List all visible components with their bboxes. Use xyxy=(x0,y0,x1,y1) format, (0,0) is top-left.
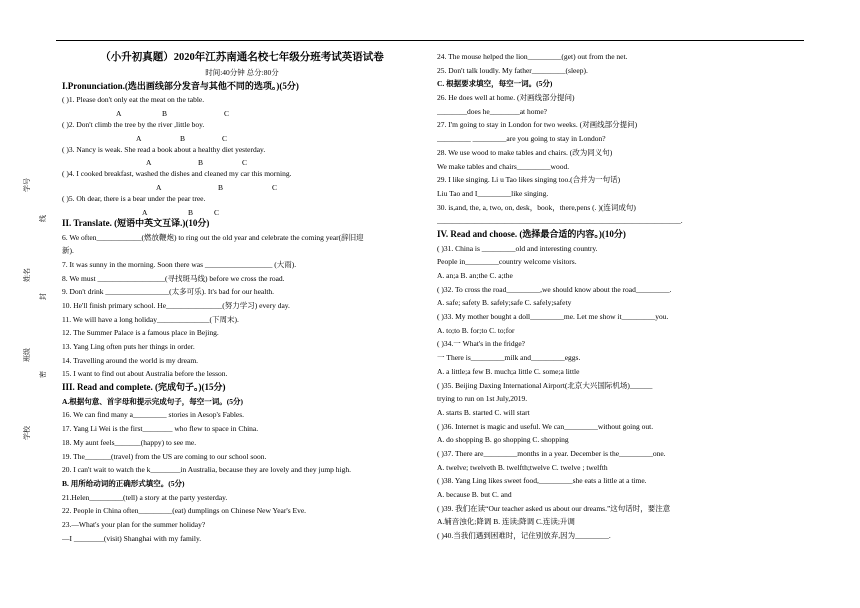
left-column xyxy=(62,50,422,545)
margin-label: 线 xyxy=(39,215,47,222)
question-line: trying to run on 1st July,2019. xyxy=(437,394,528,404)
binding-margin xyxy=(0,0,60,608)
question-line: ( )1. Please don't only eat the meat on the table. xyxy=(62,95,205,105)
option-letter-b: B xyxy=(218,183,224,193)
question-line: Liu Tao and I_________like singing. xyxy=(437,188,549,198)
option-letter-c: C xyxy=(272,183,278,193)
question-line: 20. I can't wait to watch the k________in Australia, because they are lovely and they jump high. xyxy=(62,465,351,475)
question-line: We make tables and chairs_________wood. xyxy=(437,161,570,171)
option-letters xyxy=(62,132,422,143)
exam-title: （小升初真题）2020年江苏南通名校七年级分班考试英语试卷 xyxy=(100,52,384,63)
question-line: 7. It was sunny in the morning. Soon there was __________________ (大雨). xyxy=(62,259,297,269)
question-line: 28. We use wood to make tables and chairs. (改为同义句) xyxy=(437,147,613,157)
question-line: A. safe; safety B. safely;safe C. safely;safety xyxy=(437,298,572,308)
section-heading: IV. Read and choose. (选择最合适的内容。)(10分) xyxy=(437,228,626,239)
question-line: 8. We must __________________(寻找斑马线) before we cross the road. xyxy=(62,273,285,283)
option-letter-a: A xyxy=(116,109,122,119)
option-letter-c: C xyxy=(222,133,228,143)
question-line: 30. is,and, the, a, two, on, desk，book，there,pens (. )(连词成句) xyxy=(437,202,636,212)
question-line: ( )4. I cooked breakfast, washed the dishes and cleaned my car this morning. xyxy=(62,169,292,179)
section-heading: C. 根据要求填空，每空一词。(5分) xyxy=(437,79,553,89)
question-line: ( )5. Oh dear, there is a bear under the pear tree. xyxy=(62,194,206,204)
option-letters xyxy=(62,206,422,217)
question-line: 23.—What's your plan for the summer holiday? xyxy=(62,519,206,529)
question-line: ( )31. China is _________old and interesting country. xyxy=(437,243,598,253)
section-heading: II. Translate. (短语中英文互译.)(10分) xyxy=(62,217,210,228)
question-line: A. an;a B. an;the C. a;the xyxy=(437,271,513,280)
question-line: A. twelve; twelveth B. twelfth;twelve C. twelve ; twelfth xyxy=(437,462,608,472)
margin-label: 班级 xyxy=(23,348,31,362)
option-letters xyxy=(62,107,422,118)
question-line: 10. He'll finish primary school. He_______________(努力学习) every day. xyxy=(62,300,290,310)
question-line: ( )39. 我们在读“Our teacher asked us about our dreams.”这句话时，要注意 xyxy=(437,503,671,513)
top-rule xyxy=(56,40,804,41)
question-line: A.辅音浊化;降调 B. 连读;降调 C.连读;升调 xyxy=(437,517,575,527)
question-line: 12. The Summer Palace is a famous place in Bejing. xyxy=(62,328,219,338)
question-line: ( )32. To cross the road_________,we should know about the road_________. xyxy=(437,284,672,294)
option-letter-a: A xyxy=(142,207,148,217)
question-line: ( )33. My mother bought a doll_________me. Let me show it_________you. xyxy=(437,312,669,322)
question-line: ( )40.当我们遇到困难时，记住别放弃,因为_________. xyxy=(437,531,611,541)
question-line: 13. Yang Ling often puts her things in order. xyxy=(62,342,195,351)
question-line: ( )3. Nancy is weak. She read a book about a healthy diet yesterday. xyxy=(62,144,266,154)
question-line: A. because B. but C. and xyxy=(437,490,512,499)
question-line: 19. The_______(travel) from the US are coming to our school soon. xyxy=(62,451,267,461)
margin-label: 密 xyxy=(39,371,47,378)
left-questions xyxy=(62,80,422,546)
question-line: 26. He does well at home. (对画线部分提问) xyxy=(437,93,575,103)
question-line: 24. The mouse helped the lion_________(get) out from the net. xyxy=(437,52,628,61)
question-line: 29. I like singing. Li u Tao likes singing too.(合并为一句话) xyxy=(437,175,621,185)
margin-label: 封 xyxy=(39,293,47,300)
question-line: A. to;to B. for;to C. to;for xyxy=(437,325,515,335)
option-letters xyxy=(62,181,422,192)
question-line: 25. Don't talk loudly. My father_________(sleep). xyxy=(437,65,588,75)
option-letter-a: A xyxy=(146,158,152,168)
option-letter-a: A xyxy=(136,133,142,143)
question-line: A. starts B. started C. will start xyxy=(437,407,530,417)
question-line: 27. I'm going to stay in London for two weeks. (对画线部分提问) xyxy=(437,120,638,130)
margin-label: 姓名 xyxy=(23,268,31,282)
question-line: _________________________________________________________________. xyxy=(437,216,683,226)
question-line: ( )37. There are_________months in a year. December is the_________one. xyxy=(437,448,666,458)
question-line: 15. I want to find out about Australia before the lesson. xyxy=(62,369,228,379)
question-line: 9. Don't drink _________________(太多可乐). It's bad for our health. xyxy=(62,287,275,297)
right-questions xyxy=(437,50,807,543)
margin-label: 学校 xyxy=(23,426,31,440)
question-line: ( )2. Don't climb the tree by the river ,little boy. xyxy=(62,120,205,130)
question-line: ( )38. Yang Ling likes sweet food,_________she eats a little at a time. xyxy=(437,476,647,486)
section-heading: III. Read and complete. (完成句子。)(15分) xyxy=(62,382,226,393)
question-line: A. do shopping B. go shopping C. shopping xyxy=(437,435,569,445)
question-line: 16. We can find many a_________ stories in Aesop's Fables. xyxy=(62,410,245,420)
option-letter-b: B xyxy=(162,109,168,119)
section-heading: A.根据句意、首字母和提示完成句子，每空一词。(5分) xyxy=(62,396,244,406)
question-line: _________ _________are you going to stay in London? xyxy=(437,134,606,144)
exam-meta: 时间:40分钟 总分:80分 xyxy=(205,68,279,77)
question-line: 18. My aunt feels_______(happy) to see me. xyxy=(62,437,197,447)
question-line: 21.Helen_________(tell) a story at the party yesterday. xyxy=(62,492,228,502)
option-letter-c: C xyxy=(224,109,230,119)
question-line: 新). xyxy=(62,246,74,256)
right-column xyxy=(437,50,807,543)
question-line: ________does he________at home? xyxy=(437,106,547,116)
option-letter-b: B xyxy=(180,133,186,143)
option-letters xyxy=(62,156,422,167)
option-letter-b: B xyxy=(198,158,204,168)
section-heading: I.Pronunciation.(选出画线部分发音与其他不同的选项。)(5分) xyxy=(62,80,299,91)
question-line: —I ________(visit) Shanghai with my family. xyxy=(62,533,202,543)
section-heading: B. 用所给动词的正确形式填空。(5分) xyxy=(62,478,185,488)
option-letter-a: A xyxy=(156,183,162,193)
question-line: ( )34.一 What's in the fridge? xyxy=(437,339,525,349)
option-letter-b: B xyxy=(188,207,194,217)
question-line: ( )36. Internet is magic and useful. We can_________without going out. xyxy=(437,421,654,431)
option-letter-c: C xyxy=(242,158,248,168)
question-line: 6. We often____________(燃放鞭炮) to ring out the old year and celebrate the coming year(辞旧迎 xyxy=(62,232,364,242)
question-line: 22. People in China often_________(eat) dumplings on Chinese New Year's Eve. xyxy=(62,506,307,516)
question-line: 一 There is_________milk and_________eggs. xyxy=(437,353,581,363)
option-letter-c: C xyxy=(214,207,220,217)
question-line: ( )35. Beijing Daxing International Airport(北京大兴国际机场)______ xyxy=(437,380,653,390)
margin-label: 学号 xyxy=(23,178,31,192)
question-line: 14. Travelling around the world is my dream. xyxy=(62,355,199,365)
question-line: 17. Yang Li Wei is the first________ who flew to space in China. xyxy=(62,424,259,434)
question-line: A. a little;a few B. much;a little C. some;a little xyxy=(437,366,580,376)
question-line: 11. We will have a long holiday______________(下周末). xyxy=(62,314,239,324)
question-line: People in_________country welcome visitors. xyxy=(437,257,577,267)
